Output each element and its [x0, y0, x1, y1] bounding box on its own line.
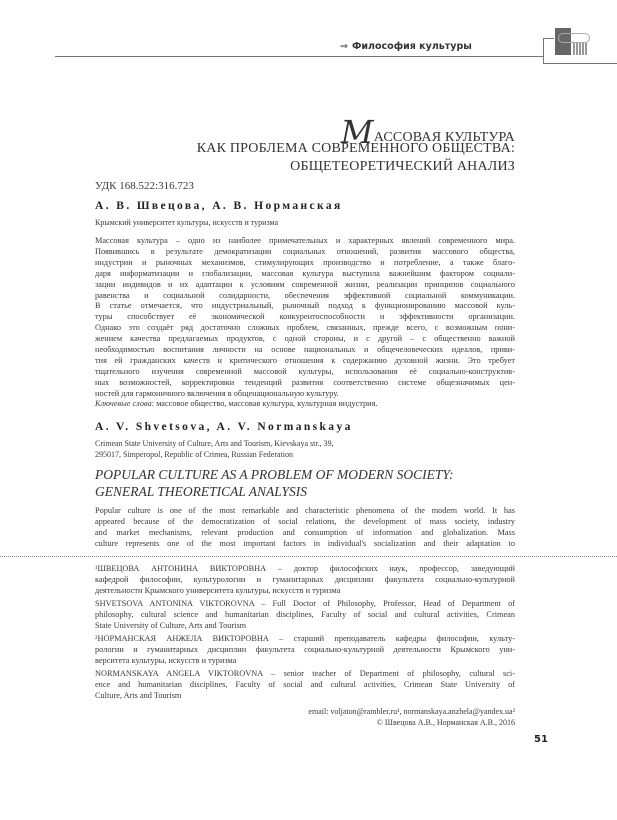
affiliation-en-line2: 295017, Simperopol, Republic of Crimea, Russian Federation	[95, 450, 293, 459]
page-number: 51	[534, 734, 548, 745]
abstract-ru-line: необходимостью воспитания личности на основе национальных и общечеловеческих идеалов, приви-	[95, 345, 515, 354]
footnote-line: ¹ШВЕЦОВА АНТОНИНА ВИКТОРОВНА – доктор философских наук, профессор, заведующий	[95, 564, 515, 573]
abstract-ru-line: Массовая культура – одно из наиболее примечательных и характерных явлений современного мира.	[95, 236, 515, 245]
title-ru-line2: КАК ПРОБЛЕМА СОВРЕМЕННОГО ОБЩЕСТВА:	[196, 141, 515, 156]
abstract-ru-line: ных возможностей, корректировки тенденций развития соответственно системе общезначимых цен-	[95, 377, 515, 387]
abstract-ru-line: Однако это создаёт ряд достаточно сложных проблем, связанных, прежде всего, с возможным пони-	[95, 323, 515, 333]
footnote-line: верситета культуры, искусств и туризма	[95, 656, 237, 665]
affiliation-ru: Крымский университет культуры, искусств и туризма	[95, 218, 279, 227]
abstract-en-line: Popular culture is one of the most remarkable and characteristic phenomena of the modern world. It has	[95, 506, 515, 515]
abstract-ru-line: даря информатизации и глобализации, массовая культура выступила важнейшим фактором социали-	[95, 268, 515, 278]
footnote-line: State University of Culture, Arts and Tourism	[95, 621, 247, 630]
author-emails: email: voljaton@rambler.ru¹, normanskaya.anzhela@yandex.ua²	[308, 707, 515, 716]
footnote-line: NORMANSKAYA ANGELA VIKTOROVNA – senior teacher of Department of philosophy, cultural sci-	[95, 669, 515, 678]
running-header	[340, 41, 472, 52]
footnote-separator	[0, 556, 617, 557]
header-bracket	[543, 63, 617, 64]
abstract-ru-line: равенства и социальной солидарности, обеспечения эффективной социальной коммуникации.	[95, 290, 515, 300]
section-name: Философия культуры	[351, 41, 472, 52]
title-en-line2: GENERAL THEORETICAL ANALYSIS	[95, 484, 308, 499]
affiliation-en-line1: Crimean State University of Culture, Arts and Tourism, Kievskaya str., 39,	[95, 439, 334, 448]
abstract-ru-line: тщательного изучения современной массовой культуры, использования её социально-конструктив-	[95, 366, 515, 376]
footnote-line: ²НОРМАНСКАЯ АНЖЕЛА ВИКТОРОВНА – старший преподаватель кафедры философии, культу-	[95, 634, 515, 643]
authors-ru: А. В. Швецова, А. В. Норманская	[95, 200, 343, 212]
abstract-ru-line: индустрии и рыночных механизмов, стимулирующих производство и потребление, а также благо-	[95, 257, 515, 267]
abstract-ru-line: тия ей гражданских качеств и критического отношения к содержанию духовной жизни. Это требует	[95, 355, 515, 365]
abstract-ru-line: туры способствует её экономической конкурентоспособности и эффективности организации.	[95, 312, 515, 322]
title-ru-line3: ОБЩЕТЕОРЕТИЧЕСКИЙ АНАЛИЗ	[290, 159, 515, 174]
footnote-line: ence and humanitarian disciplines, Faculty of social and cultural activities, Crimean State University of	[95, 680, 515, 689]
title-en-line1: POPULAR CULTURE AS A PROBLEM OF MODERN SOCIETY:	[95, 467, 454, 482]
header-bracket	[543, 38, 554, 39]
abstract-en-line: and market mechanisms, relevant production and consumption of information and globalization. Mass	[95, 528, 515, 537]
footnote-line: Culture, Arts and Tourism	[95, 691, 182, 700]
abstract-ru-line: ностей для гармоничного включения в общенациональную культуру.	[95, 388, 339, 398]
authors-en: A. V. Shvetsova, A. V. Normanskaya	[95, 421, 353, 433]
footnote-line: рологии и гуманитарных дисциплин факультета социально-культурной деятельности Крымского уни-	[95, 645, 515, 654]
abstract-ru-line: жением качества предлагаемых продуктов, с одной стороны, и с другой – с общественно важной	[95, 334, 515, 344]
ionic-column-logo-icon	[555, 28, 590, 55]
footnote-line: SHVETSOVA ANTONINA VIKTOROVNA – Full Doctor of Philosophy, Professor, Head of Department of	[95, 599, 515, 608]
footnote-line: деятельности Крымского университета культуры, искусств и туризма	[95, 586, 341, 595]
header-rule	[55, 56, 543, 57]
udk-code: УДК 168.522:316.723	[95, 180, 194, 192]
footnote-line: philosophy, cultural science and humanitarian disciplines, Faculty of social and cultural activities, Crimean	[95, 610, 515, 619]
title-ru-line1: МАССОВАЯ КУЛЬТУРА	[340, 113, 515, 151]
abstract-en-line: culture represents one of the most important factors in individual's socialization and their adaptation to	[95, 539, 515, 548]
arrow-icon: ⇒	[340, 41, 348, 52]
abstract-en-line: appeared because of the democratization of social relations, the development of mass society, industry	[95, 517, 515, 526]
abstract-ru-line: В статье отмечается, что индустриальный, рыночный подход к функционированию массовой куль-	[95, 301, 515, 311]
abstract-ru-line: зации индивидов и их адаптации к условиям современной жизни, реализации принципов социального	[95, 279, 515, 289]
keywords-ru: Ключевые слова: массовое общество, массовая культура, культурная индустрия.	[95, 399, 378, 408]
footnote-line: кафедрой философии, культурологии и гуманитарных дисциплин факультета социально-культурной	[95, 575, 515, 584]
copyright: © Швецова А.В., Норманская А.В., 2016	[376, 718, 515, 727]
abstract-ru-line: Появившись в результате демократизации социальных отношений, развития массового общества,	[95, 246, 515, 256]
header-bracket	[543, 38, 544, 63]
